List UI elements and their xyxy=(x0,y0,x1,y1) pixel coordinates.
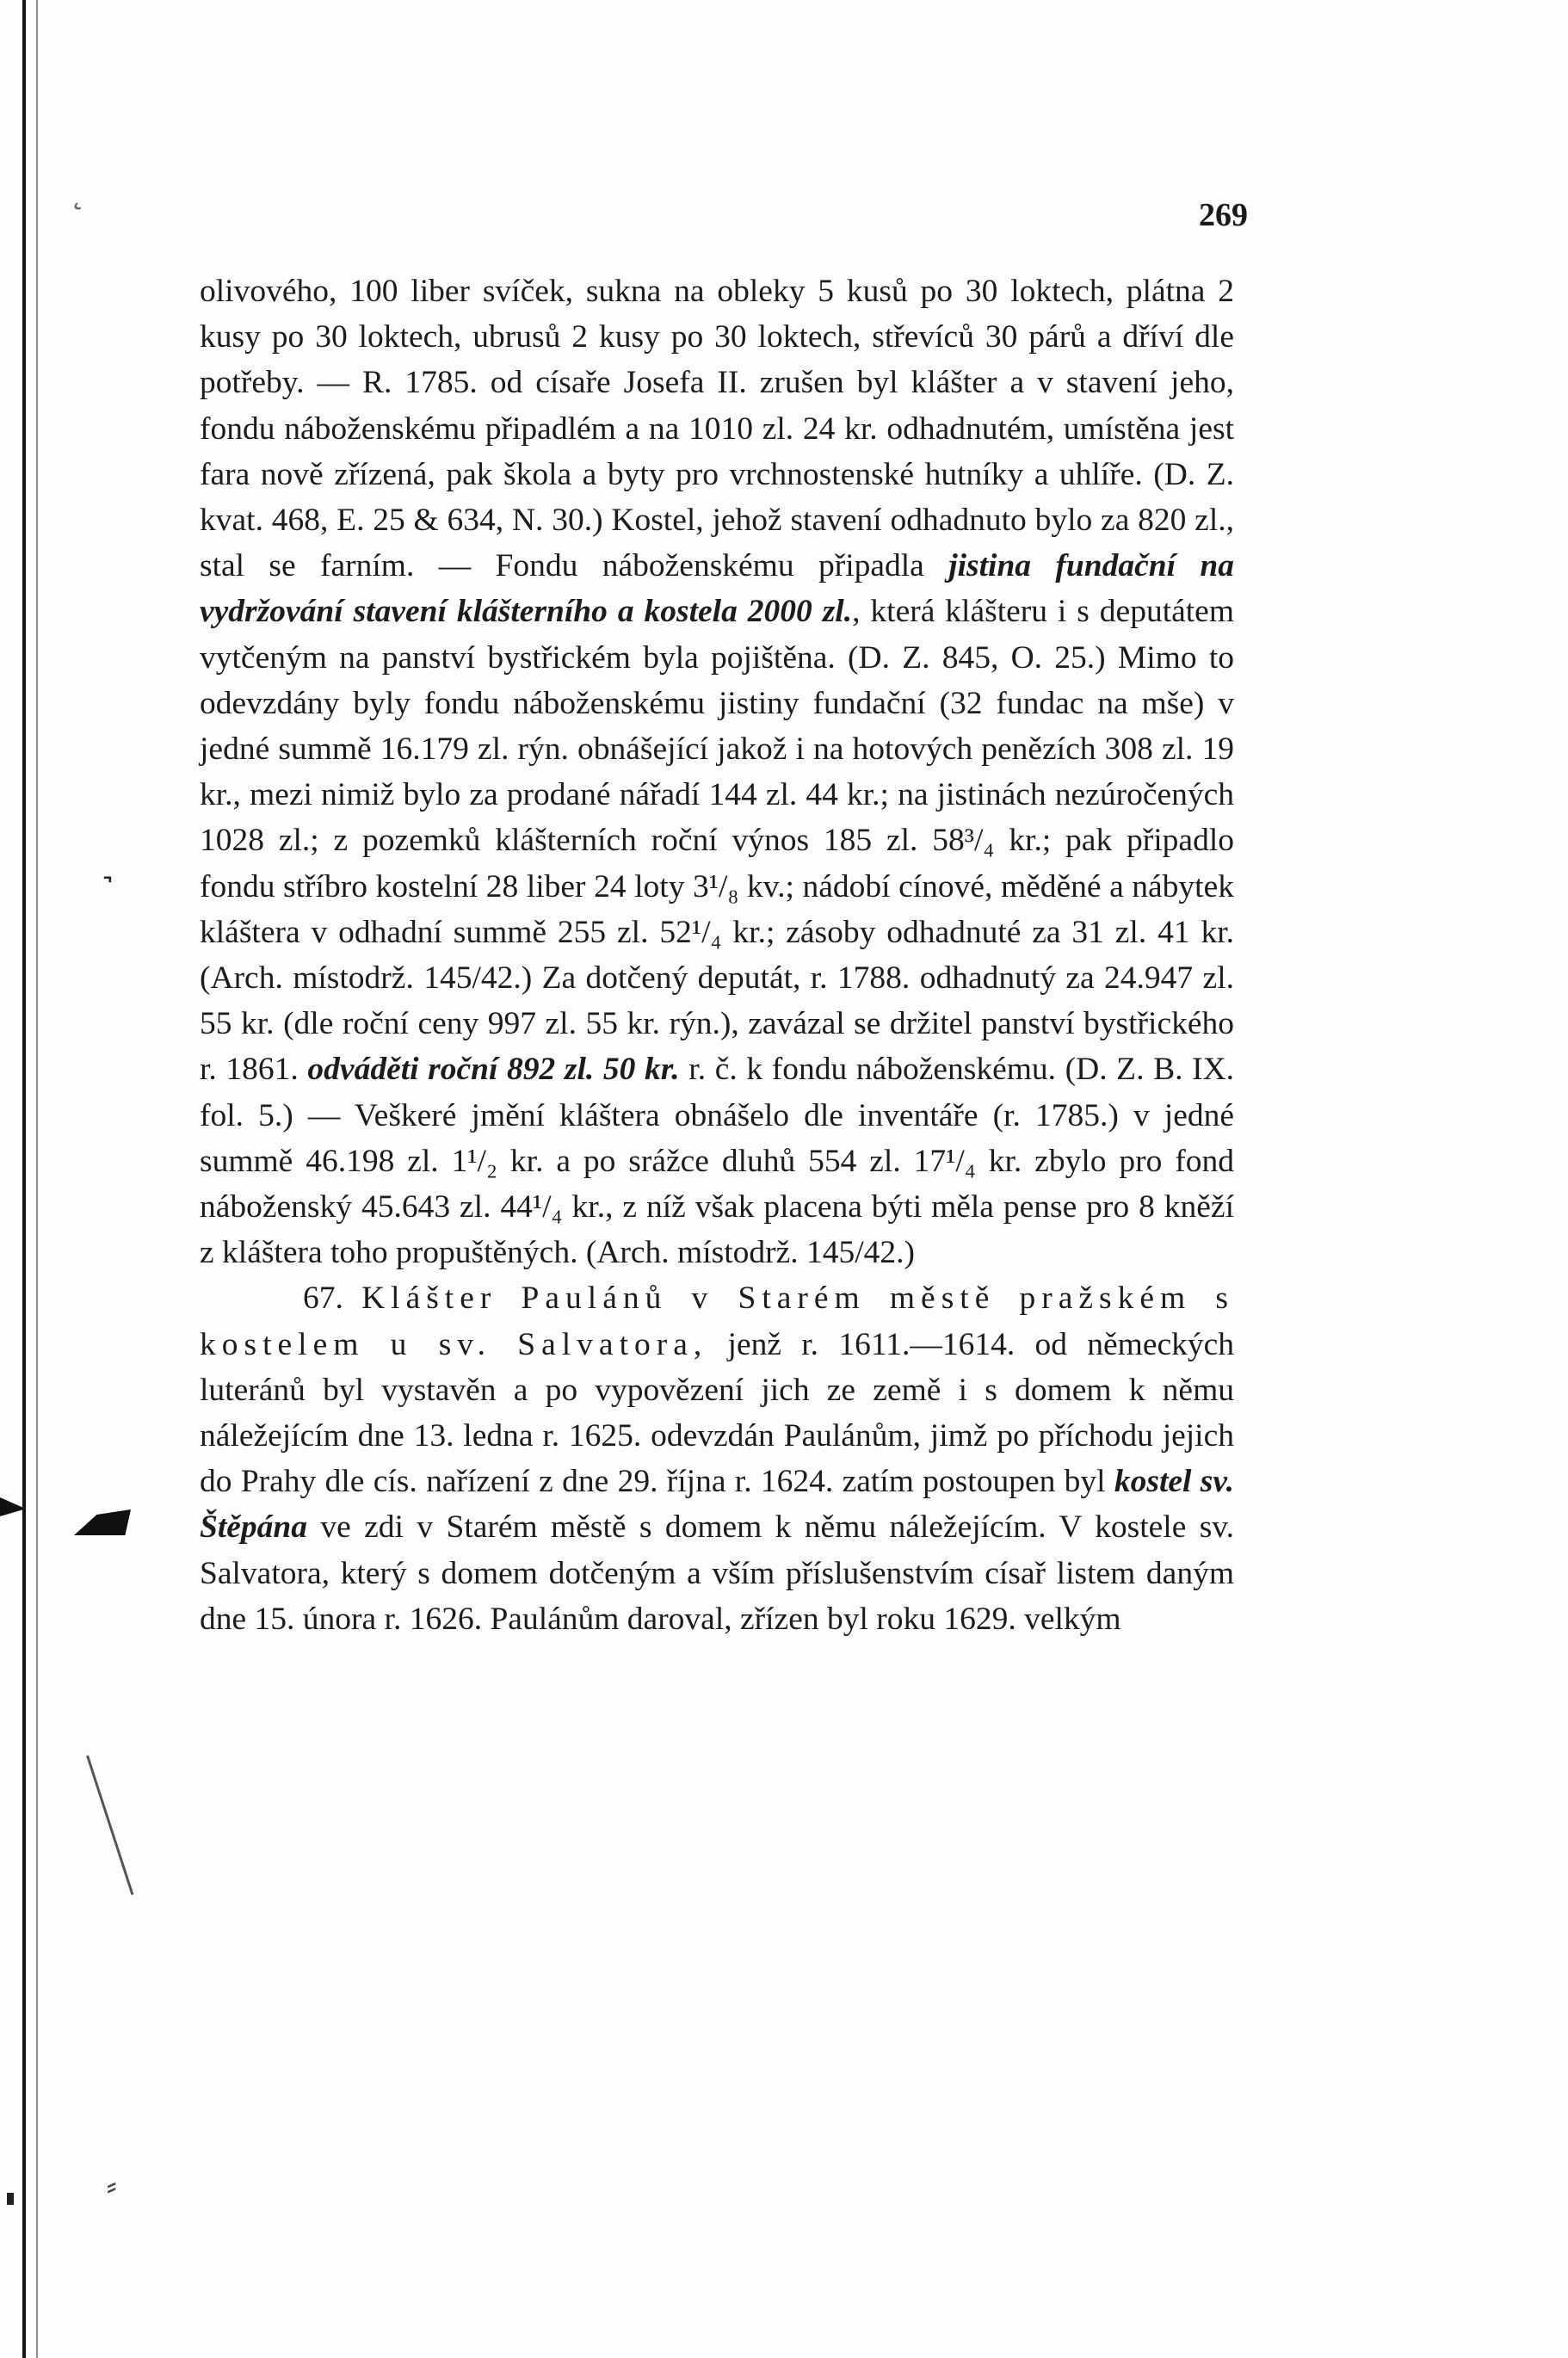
text-run: , která klášteru i s deputátem vytčeným na panství bystřickém byla pojištěna. (D. Z. 845, O. 25.) Mimo to odevzdány byly fondu náboženskému jistiny fundační (32 fundac na mše) v jedné summě 16.179 zl. rýn. obnášející jakož i na hotových penězích 308 zl. 19 kr., mezi nimiž bylo za prodané nářadí 144 zl. 44 kr.; na jistinách nezúročených 1028 zl.; z pozemků klášterních roční výnos 185 zl. 58³/₄ kr.; pak připadlo fondu stříbro kostelní 28 liber 24 loty 3¹/₈ kv.; nádobí cínové, měděné a nábytek kláštera v odhadní summě 255 zl. 52¹/₄ kr.; zásoby odhadnuté za 31 zl. 41 kr. (Arch. místodrž. 145/42.) Za dotčený deputát, r. 1788. odhadnutý za 24.947 zl. 55 kr. (dle roční ceny 997 zl. 55 kr. rýn.), zavázal se držitel panství bystřického r. 1861. xyxy=(200,594,1234,1088)
margin-ink-dot xyxy=(7,2193,14,2205)
text-run: ve zdi v Starém městě s domem k němu náležejícím. V kostele sv. Salvatora, který s domem dotčeným a vším příslušenstvím císař listem daným dne 15. února r. 1626. Paulánům daroval, zřízen byl roku 1629. velkým xyxy=(200,1509,1234,1637)
margin-ink-mark: ˛ xyxy=(69,172,86,212)
margin-ink-mark: ˺ xyxy=(102,869,114,911)
italic-run: odváděti roční 892 zl. 50 kr. xyxy=(307,1052,680,1088)
paragraph-entry-67 xyxy=(200,1275,1234,1642)
text-run: r. č. k fondu náboženskému. (D. Z. B. IX. fol. 5.) — Veškeré jmění kláštera obnášelo dle inventáře (r. 1785.) v jedné summě 46.198 zl. 1¹/₂ kr. a po srážce dluhů 554 zl. 17¹/₄ kr. zbylo pro fond náboženský 45.643 zl. 44¹/₄ kr., z níž však placena býti měla pense pro 8 kněží z kláštera toho propuštěných. (Arch. místodrž. 145/42.) xyxy=(200,1052,1235,1271)
margin-ink-stroke xyxy=(86,1756,133,1896)
page-number: 269 xyxy=(1199,197,1248,233)
body-text xyxy=(200,269,1234,1642)
margin-ink-blot xyxy=(74,1509,131,1535)
entry-heading: Klášter Paulánů v Starém městě pražském s kostelem u sv. Salvatora, xyxy=(200,1281,1234,1362)
margin-ink-mark: ⸗ xyxy=(107,2169,117,2203)
binding-edge-shadow xyxy=(36,0,38,2358)
entry-number: 67. xyxy=(303,1281,343,1317)
italic-run: kostel sv. Štěpána xyxy=(200,1464,1234,1546)
text-run: olivového, 100 liber svíček, sukna na obleky 5 kusů po 30 loktech, plátna 2 kusy po 30 loktech, ubrusů 2 kusy po 30 loktech, střevíců 30 párů a dříví dle potřeby. — R. 1785. od císaře Josefa II. zrušen byl klášter a v stavení jeho, fondu náboženskému připadlém a na 1010 zl. 24 kr. odhadnutém, umístěna jest fara nově zřízená, pak škola a byty pro vrchnostenské hutníky a uhlíře. (D. Z. kvat. 468, E. 25 & 634, N. 30.) Kostel, jehož stavení odhadnuto bylo za 820 zl., stal se farním. — Fondu náboženskému připadla xyxy=(200,274,1234,584)
italic-run: jistina fundační na vydržování stavení klášterního a kostela 2000 zl. xyxy=(200,548,1234,630)
paragraph-continued xyxy=(200,269,1234,1275)
binding-edge-line xyxy=(22,0,26,2358)
text-run: jenž r. 1611.—1614. od německých luteránů byl vystavěn a po vypovězení jich ze země i s domem k němu náležejícím dne 13. ledna r. 1625. odevzdán Paulánům, jimž po příchodu jejich do Prahy dle cís. nařízení z dne 29. října r. 1624. zatím postoupen byl xyxy=(200,1326,1234,1500)
